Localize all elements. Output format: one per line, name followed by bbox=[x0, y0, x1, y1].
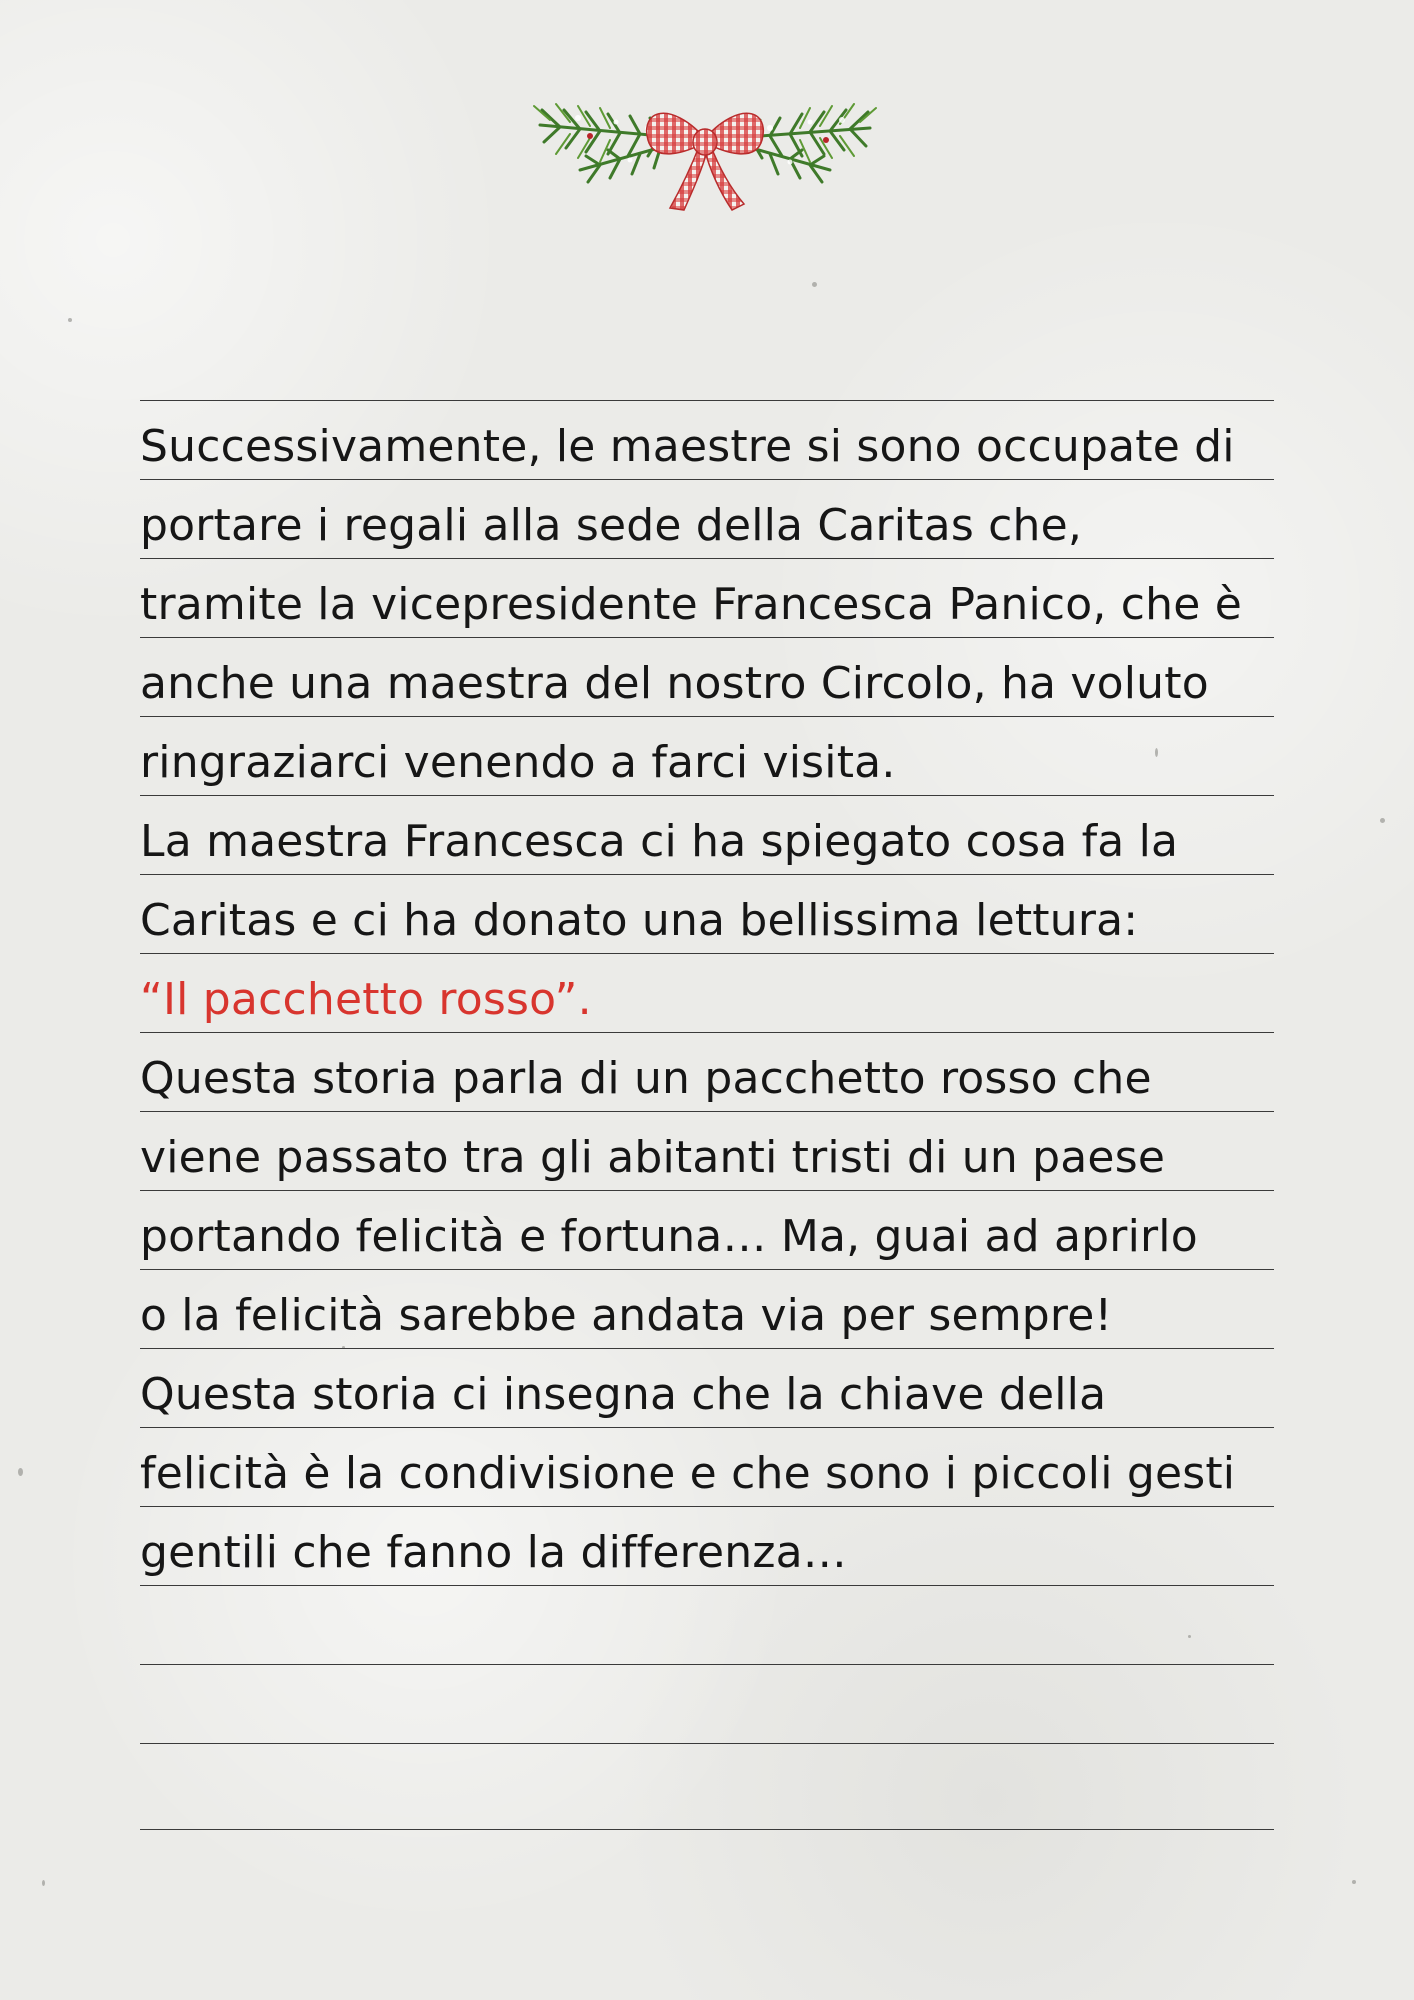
paper-speck bbox=[68, 318, 72, 322]
letter-line: ringraziarci venendo a farci visita. bbox=[140, 737, 896, 788]
letter-line: tramite la vicepresidente Francesca Panico, che è bbox=[140, 579, 1242, 630]
book-title-line: “Il pacchetto rosso”. bbox=[140, 974, 592, 1025]
ruled-line bbox=[140, 400, 1274, 401]
letter-line: anche una maestra del nostro Circolo, ha voluto bbox=[140, 658, 1209, 709]
letter-line: Caritas e ci ha donato una bellissima lettura: bbox=[140, 895, 1139, 946]
letter-line: La maestra Francesca ci ha spiegato cosa fa la bbox=[140, 816, 1179, 867]
paper-speck bbox=[1352, 1880, 1356, 1884]
ruled-line bbox=[140, 1743, 1274, 1744]
letter-line: viene passato tra gli abitanti tristi di un paese bbox=[140, 1132, 1166, 1183]
letter-line: portare i regali alla sede della Caritas che, bbox=[140, 500, 1083, 551]
letter-line: gentili che fanno la differenza… bbox=[140, 1527, 847, 1578]
letter-line: Questa storia ci insegna che la chiave della bbox=[140, 1369, 1107, 1420]
paper-speck bbox=[42, 1880, 45, 1886]
paper-speck bbox=[1380, 818, 1385, 823]
letter-line: o la felicità sarebbe andata via per sempre! bbox=[140, 1290, 1113, 1341]
letter-line: portando felicità e fortuna… Ma, guai ad aprirlo bbox=[140, 1211, 1198, 1262]
letter-line: Questa storia parla di un pacchetto rosso che bbox=[140, 1053, 1152, 1104]
letter-line: felicità è la condivisione e che sono i piccoli gesti bbox=[140, 1448, 1236, 1499]
paper-speck bbox=[18, 1468, 23, 1476]
ruled-line bbox=[140, 1664, 1274, 1665]
letter-line: Successivamente, le maestre si sono occupate di bbox=[140, 421, 1235, 472]
ruled-line bbox=[140, 1829, 1274, 1830]
